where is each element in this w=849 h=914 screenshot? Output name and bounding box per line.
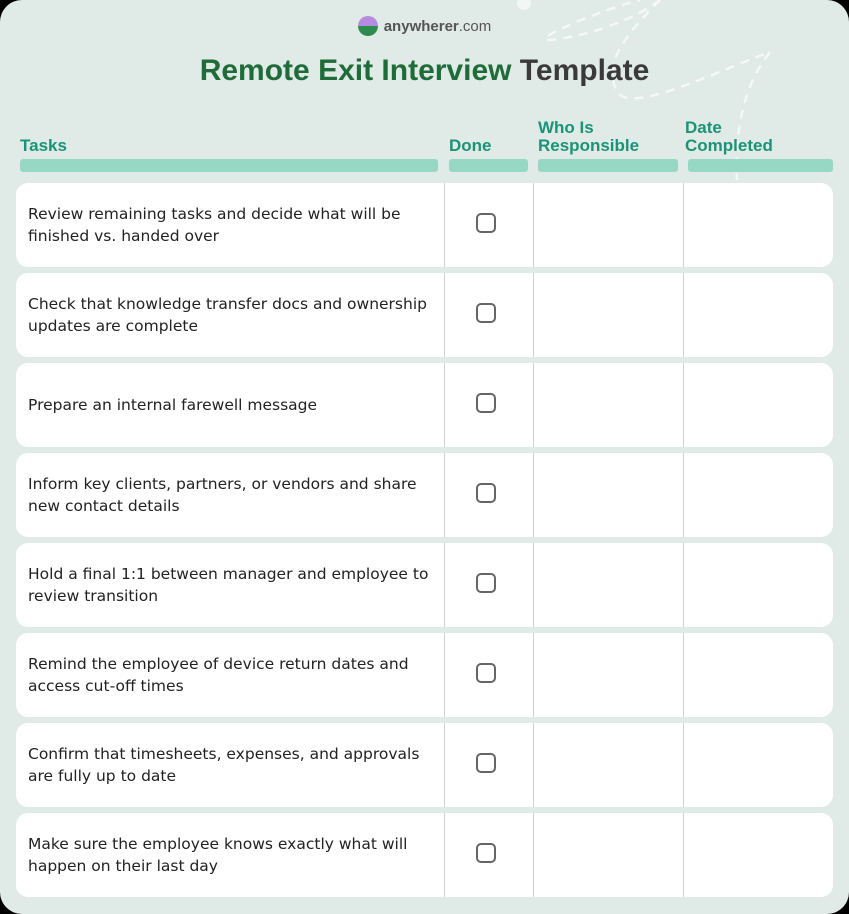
header-bar-who — [538, 159, 678, 172]
page-title: Remote Exit Interview Template — [199, 54, 650, 87]
done-checkbox[interactable] — [476, 393, 496, 413]
who-responsible-field[interactable] — [534, 453, 683, 537]
table-row — [16, 453, 833, 537]
done-checkbox[interactable] — [476, 663, 496, 683]
task-text: Prepare an internal farewell message — [28, 396, 318, 414]
column-header-done: Done — [449, 136, 492, 155]
divider — [444, 273, 445, 357]
done-checkbox[interactable] — [476, 483, 496, 503]
table-row — [16, 633, 833, 717]
header-bar-done — [449, 159, 528, 172]
divider — [444, 453, 445, 537]
header-bar-tasks — [20, 159, 438, 172]
header-bar-date — [688, 159, 833, 172]
who-responsible-field[interactable] — [534, 723, 683, 807]
logo-bold: anywherer — [383, 17, 459, 35]
table-row — [16, 363, 833, 447]
divider — [444, 183, 445, 267]
table-row — [16, 723, 833, 807]
date-completed-field[interactable] — [684, 273, 833, 357]
date-completed-field[interactable] — [684, 813, 833, 897]
date-completed-field[interactable] — [684, 363, 833, 447]
table-row — [16, 183, 833, 267]
table-row — [16, 543, 833, 627]
table-row — [16, 273, 833, 357]
done-checkbox[interactable] — [476, 753, 496, 773]
task-text: Remind the employee of device return dates and access cut-off times — [28, 655, 409, 695]
globe-icon — [358, 16, 378, 36]
task-text: Confirm that timesheets, expenses, and approvals are fully up to date — [28, 745, 420, 785]
logo-suffix: .com — [458, 17, 492, 35]
who-responsible-field[interactable] — [534, 273, 683, 357]
date-completed-field[interactable] — [684, 183, 833, 267]
table-row — [16, 813, 833, 897]
who-responsible-field[interactable] — [534, 543, 683, 627]
task-text: Hold a final 1:1 between manager and employee to review transition — [28, 565, 429, 605]
divider — [444, 723, 445, 807]
column-header-date: Date Completed — [685, 118, 773, 155]
done-checkbox[interactable] — [476, 843, 496, 863]
who-responsible-field[interactable] — [534, 813, 683, 897]
task-text: Inform key clients, partners, or vendors and share new contact details — [28, 475, 417, 515]
divider — [444, 813, 445, 897]
date-completed-field[interactable] — [684, 633, 833, 717]
date-completed-field[interactable] — [684, 723, 833, 807]
date-completed-field[interactable] — [684, 453, 833, 537]
divider — [444, 633, 445, 717]
brand-logo — [0, 16, 849, 36]
who-responsible-field[interactable] — [534, 633, 683, 717]
column-header-who: Who Is Responsible — [538, 118, 640, 155]
done-checkbox[interactable] — [476, 213, 496, 233]
divider — [444, 543, 445, 627]
column-header-tasks: Tasks — [20, 136, 67, 155]
done-checkbox[interactable] — [476, 303, 496, 323]
task-text: Check that knowledge transfer docs and ownership updates are complete — [28, 295, 427, 335]
done-checkbox[interactable] — [476, 573, 496, 593]
date-completed-field[interactable] — [684, 543, 833, 627]
who-responsible-field[interactable] — [534, 363, 683, 447]
task-text: Review remaining tasks and decide what will be finished vs. handed over — [28, 205, 401, 245]
task-text: Make sure the employee knows exactly what will happen on their last day — [28, 835, 408, 875]
divider — [444, 363, 445, 447]
who-responsible-field[interactable] — [534, 183, 683, 267]
